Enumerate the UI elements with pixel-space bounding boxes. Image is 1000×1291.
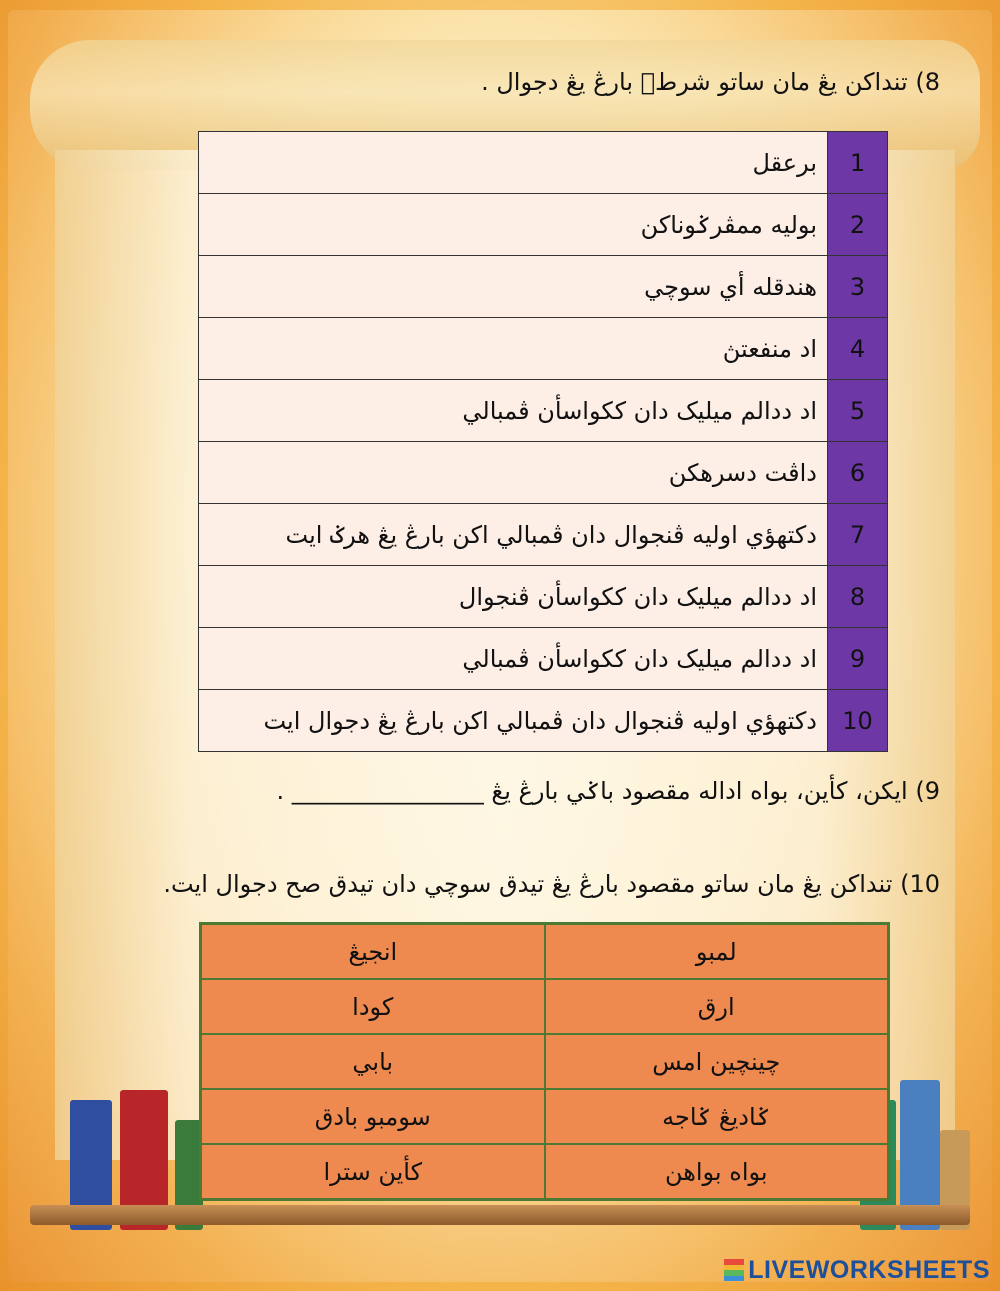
table-row[interactable] [201,1089,889,1144]
row-text: برعقل [199,132,828,194]
row-text: هندقله أي سوچي [199,256,828,318]
item-cell[interactable]: انجيڠ [201,924,545,980]
row-text: داڤت دسرهکن [199,442,828,504]
row-number: 2 [828,194,888,256]
row-text: اد ددالم ميليک دان ککواسأن ڤمبالي [199,380,828,442]
row-text: دکتهؤي اوليه ڤنجوال دان ڤمبالي اکن بارڠ يڠ هرݢ ايت [199,504,828,566]
question-10: 10) تنداکن يڠ مان ساتو مقصود بارڠ يڠ تيدق سوچي دان تيدق صح دجوال ايت. [163,870,940,898]
row-text: اد ددالم ميليک دان ککواسأن ڤمبالي [199,628,828,690]
row-text: دکتهؤي اوليه ڤنجوال دان ڤمبالي اکن بارڠ يڠ دجوال ايت [199,690,828,752]
item-cell[interactable]: ݢاديڠ ݢاجه [545,1089,889,1144]
conditions-table [198,131,888,752]
item-cell[interactable]: کأين سترا [201,1144,545,1200]
table-row[interactable] [199,566,888,628]
table-row[interactable] [199,380,888,442]
table-row[interactable] [201,1144,889,1200]
item-cell[interactable]: چينچين امس [545,1034,889,1089]
table-row[interactable] [199,628,888,690]
row-number: 4 [828,318,888,380]
table-row[interactable] [201,979,889,1034]
row-number: 3 [828,256,888,318]
row-number: 1 [828,132,888,194]
row-number: 9 [828,628,888,690]
liveworksheets-logo[interactable] [724,1257,990,1283]
items-table [199,922,890,1201]
shelf-decoration [30,1205,970,1225]
row-number: 6 [828,442,888,504]
item-cell[interactable]: لمبو [545,924,889,980]
item-cell[interactable]: بابي [201,1034,545,1089]
table-row[interactable] [199,132,888,194]
question-8: 8) تنداکن يڠ مان ساتو شرطࣙ بارڠ يڠ دجوال . [481,68,940,96]
row-number: 8 [828,566,888,628]
row-text: اد منفعتڽ [199,318,828,380]
row-number: 10 [828,690,888,752]
row-text: اد ددالم ميليک دان ککواسأن ڤنجوال [199,566,828,628]
item-cell[interactable]: سومبو بادق [201,1089,545,1144]
table-row[interactable] [199,318,888,380]
table-row[interactable] [199,256,888,318]
logo-icon [724,1259,744,1281]
table-row[interactable] [199,504,888,566]
item-cell[interactable]: بواه بواهن [545,1144,889,1200]
table-row[interactable] [199,690,888,752]
table-row[interactable] [201,924,889,980]
table-row[interactable] [199,194,888,256]
row-number: 7 [828,504,888,566]
item-cell[interactable]: ارق [545,979,889,1034]
row-text: بوليه ممڤرݢوناکن [199,194,828,256]
item-cell[interactable]: کودا [201,979,545,1034]
row-number: 5 [828,380,888,442]
table-row[interactable] [201,1034,889,1089]
question-9: 9) ايکن، کأين، بواه اداله مقصود باݢي بارڠ يڠ ________________ . [276,777,940,805]
table-row[interactable] [199,442,888,504]
logo-text: LIVEWORKSHEETS [748,1255,990,1284]
